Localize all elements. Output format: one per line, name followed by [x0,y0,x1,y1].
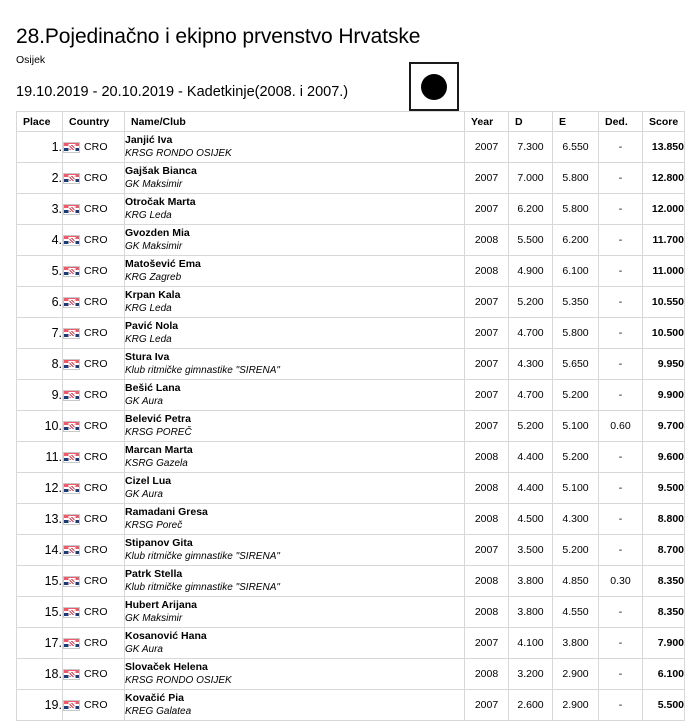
cell-d-score: 5.500 [509,225,553,256]
cell-e-score: 3.800 [553,628,599,659]
cell-country [63,535,125,566]
cell-total-score: 10.550 [643,287,685,318]
cell-total-score: 5.500 [643,690,685,721]
croatia-flag-icon [63,452,80,463]
page-header [0,0,700,101]
cell-place: 2. [17,163,63,194]
cell-deduction: - [599,287,643,318]
cell-place: 11. [17,442,63,473]
cell-total-score: 9.700 [643,411,685,442]
cell-place: 4. [17,225,63,256]
cell-deduction: - [599,659,643,690]
country-cell [63,668,124,680]
cell-deduction: - [599,256,643,287]
country-code-label: CRO [84,544,108,556]
cell-e-score: 6.550 [553,132,599,163]
cell-total-score: 9.950 [643,349,685,380]
cell-place: 6. [17,287,63,318]
column-header-score: Score [643,112,685,132]
cell-year: 2008 [465,504,509,535]
table-header-row [17,112,685,132]
cell-year: 2008 [465,659,509,690]
club-name: GK Aura [125,396,163,407]
cell-total-score: 11.000 [643,256,685,287]
athlete-name: Matošević Ema [125,258,201,270]
cell-d-score: 7.300 [509,132,553,163]
cell-total-score: 8.800 [643,504,685,535]
table-row [17,225,685,256]
country-code-label: CRO [84,575,108,587]
club-name: KRSG POREČ [125,427,192,438]
cell-place: 15. [17,597,63,628]
athlete-name: Stura Iva [125,351,170,363]
cell-year: 2007 [465,628,509,659]
cell-d-score: 3.500 [509,535,553,566]
club-name: KSRG Gazela [125,458,188,469]
cell-d-score: 6.200 [509,194,553,225]
table-row [17,194,685,225]
cell-e-score: 5.100 [553,411,599,442]
cell-country [63,194,125,225]
cell-deduction: - [599,163,643,194]
column-header-d: D [509,112,553,132]
table-row [17,256,685,287]
country-code-label: CRO [84,296,108,308]
athlete-name: Gvozden Mia [125,227,190,239]
athlete-name: Cizel Lua [125,475,172,487]
cell-country [63,628,125,659]
cell-country [63,256,125,287]
country-cell [63,327,124,339]
cell-country [63,504,125,535]
cell-e-score: 6.100 [553,256,599,287]
croatia-flag-icon [63,142,80,153]
table-row [17,628,685,659]
country-cell [63,141,124,153]
athlete-name: Marcan Marta [125,444,193,456]
country-cell [63,482,124,494]
croatia-flag-icon [63,607,80,618]
croatia-flag-icon [63,173,80,184]
table-row [17,690,685,721]
club-name: KRG Leda [125,210,172,221]
athlete-name: Otročak Marta [125,196,196,208]
cell-country [63,597,125,628]
cell-year: 2007 [465,411,509,442]
cell-name-club [125,225,465,256]
cell-name-club [125,628,465,659]
cell-country [63,163,125,194]
club-name: KRG Leda [125,334,172,345]
cell-d-score: 4.700 [509,318,553,349]
table-row [17,535,685,566]
cell-deduction: - [599,318,643,349]
country-cell [63,637,124,649]
cell-deduction: - [599,504,643,535]
cell-country [63,380,125,411]
country-cell [63,513,124,525]
column-header-country: Country [63,112,125,132]
cell-d-score: 7.000 [509,163,553,194]
cell-e-score: 5.800 [553,318,599,349]
athlete-name: Kovačić Pia [125,692,184,704]
cell-name-club [125,256,465,287]
cell-name-club [125,163,465,194]
table-row [17,411,685,442]
cell-deduction: - [599,349,643,380]
croatia-flag-icon [63,669,80,680]
cell-country [63,287,125,318]
country-cell [63,420,124,432]
club-name: GK Aura [125,644,163,655]
cell-d-score: 2.600 [509,690,553,721]
cell-total-score: 12.800 [643,163,685,194]
cell-year: 2007 [465,380,509,411]
country-code-label: CRO [84,606,108,618]
country-code-label: CRO [84,420,108,432]
cell-d-score: 3.200 [509,659,553,690]
table-row [17,380,685,411]
cell-e-score: 5.350 [553,287,599,318]
cell-total-score: 9.900 [643,380,685,411]
cell-deduction: 0.60 [599,411,643,442]
cell-country [63,442,125,473]
cell-deduction: - [599,194,643,225]
cell-place: 14. [17,535,63,566]
cell-year: 2008 [465,566,509,597]
cell-year: 2007 [465,163,509,194]
country-code-label: CRO [84,358,108,370]
country-code-label: CRO [84,451,108,463]
country-cell [63,172,124,184]
club-name: Klub ritmičke gimnastike "SIRENA" [125,365,280,376]
country-cell [63,234,124,246]
country-cell [63,575,124,587]
croatia-flag-icon [63,514,80,525]
country-cell [63,358,124,370]
cell-country [63,566,125,597]
athlete-name: Belević Petra [125,413,191,425]
table-row [17,504,685,535]
club-name: GK Maksimir [125,241,183,252]
cell-deduction: - [599,132,643,163]
athlete-name: Slovaček Helena [125,661,208,673]
croatia-flag-icon [63,235,80,246]
country-cell [63,544,124,556]
croatia-flag-icon [63,297,80,308]
cell-year: 2007 [465,318,509,349]
cell-e-score: 5.200 [553,442,599,473]
club-name: KRSG Poreč [125,520,183,531]
cell-year: 2008 [465,225,509,256]
cell-d-score: 5.200 [509,411,553,442]
croatia-flag-icon [63,204,80,215]
cell-deduction: - [599,225,643,256]
cell-year: 2008 [465,442,509,473]
athlete-name: Gajšak Bianca [125,165,197,177]
country-code-label: CRO [84,141,108,153]
country-cell [63,389,124,401]
cell-name-club [125,566,465,597]
cell-d-score: 4.500 [509,504,553,535]
cell-name-club [125,380,465,411]
cell-e-score: 4.550 [553,597,599,628]
cell-e-score: 4.850 [553,566,599,597]
competition-city: Osijek [16,54,46,66]
cell-e-score: 5.200 [553,535,599,566]
cell-d-score: 4.300 [509,349,553,380]
croatia-flag-icon [63,576,80,587]
cell-name-club [125,442,465,473]
country-code-label: CRO [84,234,108,246]
croatia-flag-icon [63,700,80,711]
club-name: KRG Leda [125,303,172,314]
table-row [17,132,685,163]
cell-place: 15. [17,566,63,597]
table-row [17,349,685,380]
cell-d-score: 5.200 [509,287,553,318]
page-title: 28.Pojedinačno i ekipno prvenstvo Hrvatske [16,25,421,48]
cell-place: 9. [17,380,63,411]
table-header [17,112,685,132]
table-body [17,132,685,721]
club-name: KRSG RONDO OSIJEK [125,148,232,159]
cell-country [63,225,125,256]
cell-total-score: 6.100 [643,659,685,690]
croatia-flag-icon [63,421,80,432]
column-header-year: Year [465,112,509,132]
croatia-flag-icon [63,359,80,370]
club-name: GK Maksimir [125,179,183,190]
club-name: Klub ritmičke gimnastike "SIRENA" [125,551,280,562]
country-cell [63,296,124,308]
cell-deduction: - [599,380,643,411]
cell-d-score: 4.400 [509,473,553,504]
cell-year: 2007 [465,287,509,318]
cell-d-score: 4.700 [509,380,553,411]
cell-place: 1. [17,132,63,163]
cell-country [63,318,125,349]
athlete-name: Stipanov Gita [125,537,193,549]
cell-e-score: 6.200 [553,225,599,256]
croatia-flag-icon [63,483,80,494]
cell-d-score: 3.800 [509,566,553,597]
country-code-label: CRO [84,637,108,649]
country-code-label: CRO [84,265,108,277]
cell-name-club [125,690,465,721]
country-code-label: CRO [84,389,108,401]
cell-country [63,473,125,504]
cell-deduction: - [599,473,643,504]
club-name: Klub ritmičke gimnastike "SIRENA" [125,582,280,593]
cell-d-score: 4.400 [509,442,553,473]
cell-place: 5. [17,256,63,287]
cell-place: 18. [17,659,63,690]
cell-e-score: 5.650 [553,349,599,380]
cell-country [63,411,125,442]
table-row [17,442,685,473]
cell-name-club [125,287,465,318]
column-header-ded: Ded. [599,112,643,132]
cell-d-score: 4.900 [509,256,553,287]
table-row [17,566,685,597]
cell-total-score: 12.000 [643,194,685,225]
athlete-name: Krpan Kala [125,289,181,301]
cell-total-score: 9.500 [643,473,685,504]
black-circle-icon [421,74,447,100]
cell-place: 3. [17,194,63,225]
athlete-name: Ramadani Gresa [125,506,208,518]
athlete-name: Bešić Lana [125,382,181,394]
cell-place: 13. [17,504,63,535]
cell-country [63,690,125,721]
cell-total-score: 10.500 [643,318,685,349]
croatia-flag-icon [63,638,80,649]
cell-deduction: - [599,535,643,566]
cell-year: 2008 [465,597,509,628]
cell-e-score: 4.300 [553,504,599,535]
cell-place: 17. [17,628,63,659]
cell-total-score: 8.350 [643,597,685,628]
cell-e-score: 5.800 [553,194,599,225]
table-row [17,473,685,504]
cell-e-score: 5.800 [553,163,599,194]
table-row [17,318,685,349]
country-code-label: CRO [84,699,108,711]
country-code-label: CRO [84,327,108,339]
cell-d-score: 4.100 [509,628,553,659]
cell-name-club [125,349,465,380]
cell-total-score: 13.850 [643,132,685,163]
cell-country [63,349,125,380]
cell-place: 10. [17,411,63,442]
cell-deduction: - [599,597,643,628]
cell-total-score: 11.700 [643,225,685,256]
croatia-flag-icon [63,545,80,556]
club-name: KRSG RONDO OSIJEK [125,675,232,686]
club-name: KRG Zagreb [125,272,182,283]
cell-name-club [125,318,465,349]
country-code-label: CRO [84,172,108,184]
athlete-name: Kosanović Hana [125,630,207,642]
club-name: GK Maksimir [125,613,183,624]
club-name: KREG Galatea [125,706,192,717]
column-header-e: E [553,112,599,132]
cell-name-club [125,194,465,225]
cell-place: 19. [17,690,63,721]
cell-name-club [125,411,465,442]
cell-total-score: 8.350 [643,566,685,597]
athlete-name: Janjić Iva [125,134,173,146]
country-cell [63,699,124,711]
athlete-name: Pavić Nola [125,320,179,332]
competition-dates-category: 19.10.2019 - 20.10.2019 - Kadetkinje(2008. i 2007.) [16,84,349,100]
cell-year: 2007 [465,349,509,380]
athlete-name: Hubert Arijana [125,599,197,611]
cell-year: 2007 [465,690,509,721]
cell-year: 2007 [465,535,509,566]
cell-country [63,132,125,163]
croatia-flag-icon [63,266,80,277]
table-row [17,163,685,194]
cell-deduction: - [599,442,643,473]
event-logo-placeholder [409,62,459,111]
cell-d-score: 3.800 [509,597,553,628]
country-cell [63,606,124,618]
athlete-name: Patrk Stella [125,568,183,580]
country-code-label: CRO [84,203,108,215]
cell-e-score: 2.900 [553,659,599,690]
country-code-label: CRO [84,482,108,494]
results-table [16,111,685,721]
cell-e-score: 2.900 [553,690,599,721]
cell-name-club [125,535,465,566]
table-row [17,287,685,318]
cell-e-score: 5.100 [553,473,599,504]
cell-place: 12. [17,473,63,504]
country-code-label: CRO [84,513,108,525]
cell-place: 7. [17,318,63,349]
table-row [17,597,685,628]
cell-total-score: 7.900 [643,628,685,659]
country-cell [63,203,124,215]
country-cell [63,265,124,277]
croatia-flag-icon [63,328,80,339]
cell-deduction: - [599,690,643,721]
cell-e-score: 5.200 [553,380,599,411]
cell-year: 2007 [465,132,509,163]
cell-place: 8. [17,349,63,380]
cell-name-club [125,504,465,535]
cell-name-club [125,473,465,504]
country-code-label: CRO [84,668,108,680]
croatia-flag-icon [63,390,80,401]
cell-deduction: 0.30 [599,566,643,597]
cell-name-club [125,132,465,163]
cell-year: 2008 [465,256,509,287]
cell-total-score: 8.700 [643,535,685,566]
cell-year: 2008 [465,473,509,504]
cell-total-score: 9.600 [643,442,685,473]
cell-deduction: - [599,628,643,659]
club-name: GK Aura [125,489,163,500]
cell-name-club [125,597,465,628]
results-table-container [16,111,684,721]
column-header-name-club: Name/Club [125,112,465,132]
cell-year: 2007 [465,194,509,225]
column-header-place: Place [17,112,63,132]
country-cell [63,451,124,463]
